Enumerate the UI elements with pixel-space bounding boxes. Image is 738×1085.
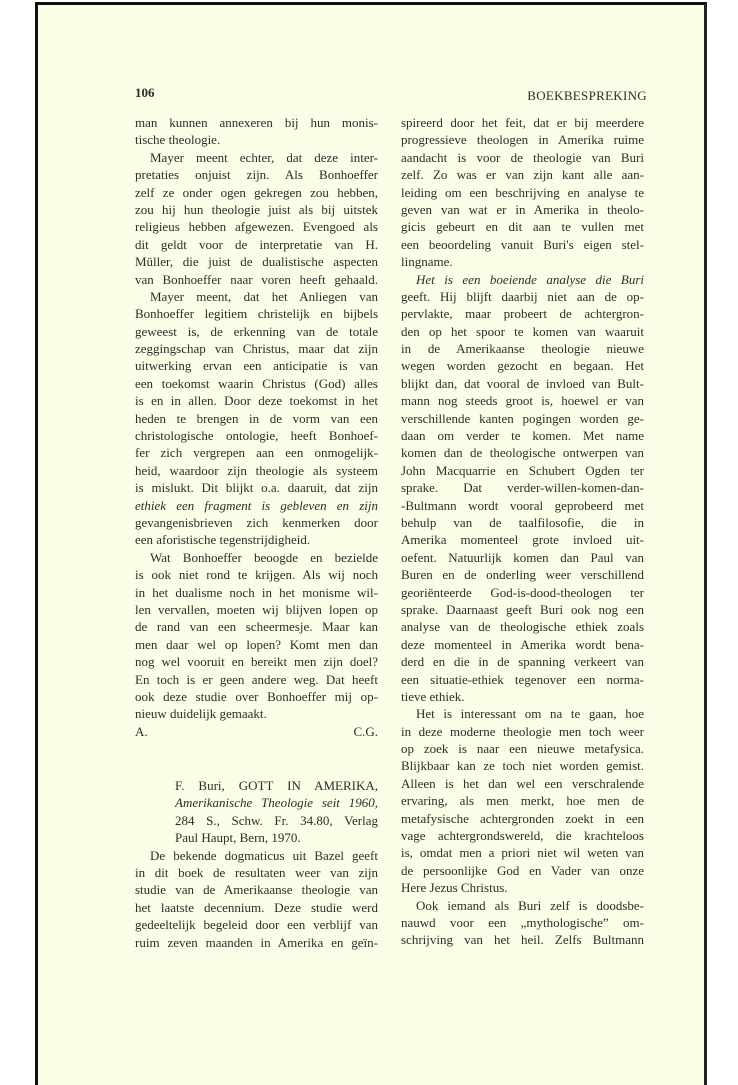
book-reference	[135, 777, 378, 847]
text-line: gedeeltelijk begeleid door een verblijf van	[135, 917, 378, 933]
text-line: christologische ontologie, heeft Bonhoef-	[135, 428, 378, 444]
text-line: Müller, die juist de dualistische aspecten	[135, 254, 378, 270]
left-column-body	[135, 114, 378, 723]
left-column	[135, 114, 378, 951]
text-line: verschillende kanten pogingen worden ge-	[401, 410, 644, 426]
text-line: gevangenisbrieven zich kenmerken door	[135, 514, 378, 530]
text-line: wegen worden gezocht en begaan. Het	[401, 358, 644, 374]
text-line: Het is interessant om na te gaan, hoe	[416, 706, 644, 722]
text-line: sprake. Dat verder-willen-komen-dan-	[401, 480, 644, 496]
text-line: Here Jezus Christus.	[401, 880, 508, 896]
text-line: Het is een boeiende analyse die Buri	[416, 271, 644, 287]
text-line: lingname.	[401, 254, 453, 270]
text-line: analyse van de theologische ethiek zoals	[401, 619, 644, 635]
text-line: een situatie-ethiek tegenover een norma-	[401, 671, 644, 687]
text-line: men daar wel op lopen? Komt men dan	[135, 636, 378, 652]
text-line: het laatste decennium. Deze studie werd	[135, 899, 378, 915]
review-body	[135, 847, 378, 951]
text-line: is, omdat men a priori niet wil weten van	[401, 845, 644, 861]
text-line: oefent. Natuurlijk komen dan Paul van	[401, 549, 644, 565]
text-line: Amerikanische Theologie seit 1960,	[175, 795, 378, 811]
text-line: behulp van de taalfilosofie, die in	[401, 514, 644, 530]
text-line: metafysische achtergronden zoekt in een	[401, 810, 644, 826]
text-line: daan om verder te komen. Met name	[401, 428, 644, 444]
text-line: een aforistische tegenstrijdigheid.	[135, 532, 311, 548]
text-line: leiding om een beschrijving en analyse te	[401, 184, 644, 200]
text-line: En toch is er geen andere weg. Dat heeft	[135, 671, 378, 687]
page-number: 106	[135, 85, 155, 100]
text-line: is mislukt. Dit blijkt o.a. daaruit, dat zijn	[135, 480, 378, 496]
text-line: zou hij hun theologie juist als bij uitstek	[135, 201, 378, 217]
text-line: heden te brengen in de vorm van een	[135, 410, 378, 426]
text-line: Paul Haupt, Bern, 1970.	[175, 830, 301, 846]
text-line: Bonhoeffer legitiem christelijk en bijbels	[135, 306, 378, 322]
text-line: Mayer meent echter, dat deze inter-	[150, 149, 378, 165]
text-line: geven van wat er in Amerika in theolo-	[401, 201, 644, 217]
text-line: spireerd door het feit, dat er bij meerdere	[401, 115, 644, 130]
text-line: nieuw duidelijk gemaakt.	[135, 706, 267, 722]
text-line: studie van de Amerikaanse theologie van	[135, 882, 378, 898]
text-line: -Bultmann wordt vooral geprobeerd met	[401, 497, 644, 513]
text-line: Mayer meent, dat het Anliegen van	[150, 288, 378, 304]
text-line: pervlakte, maar probeert de achtergron-	[401, 306, 644, 322]
text-line: heid, waardoor zijn theologie als systeem	[135, 462, 378, 478]
text-line: Amerika momenteel grote invloed uit-	[401, 532, 644, 548]
text-line: Wat Bonhoeffer beoogde en bezielde	[150, 549, 378, 565]
text-line: is en in allen. Door deze toekomst in het	[135, 393, 378, 409]
text-line: mann nog steeds groot is, hoewel er van	[401, 393, 644, 409]
text-line: dit geldt voor de interpretatie van H.	[135, 236, 378, 252]
text-line: ook deze studie over Bonhoeffer mij op-	[135, 688, 378, 704]
text-line: vage achtergrondswereld, die krachteloos	[401, 828, 644, 844]
text-line: Blijkbaar kan ze toch niet worden gemist.	[401, 758, 644, 774]
right-column	[401, 114, 644, 949]
text-line: een toekomst waarin Christus (God) alles	[135, 375, 378, 391]
text-line: man kunnen annexeren bij hun monis-	[135, 115, 378, 130]
text-line: in het dualisme noch in het monisme wil-	[135, 584, 378, 600]
text-line: komen dan de theologische ontwerpen van	[401, 445, 644, 461]
text-line: de persoonlijke God en Vader van onze	[401, 862, 644, 878]
text-line: van Bonhoeffer naar voren heeft gehaald.	[135, 271, 378, 287]
text-line: deze momenteel in Amerika wordt bena-	[401, 636, 644, 652]
text-line: John Macquarrie en Schubert Ogden ter	[401, 462, 644, 478]
text-line: nauwd voor een „mythologische” om-	[401, 914, 644, 930]
text-line: in de Amerikaanse theologie nieuwe	[401, 341, 644, 357]
text-line: De bekende dogmaticus uit Bazel geeft	[150, 847, 378, 863]
text-line: progressieve theologen in Amerika ruime	[401, 132, 644, 148]
text-line: schrijving van het heil. Zelfs Bultmann	[401, 932, 644, 948]
text-line: 284 S., Schw. Fr. 34.80, Verlag	[175, 812, 378, 828]
text-line: gicis gebeurt en dit aan te vullen met	[401, 219, 644, 235]
text-line: is ook niet rond te krijgen. Als wij noch	[135, 567, 378, 583]
text-line: pretaties onjuist zijn. Als Bonhoeffer	[135, 167, 378, 183]
text-line: religieus hebben afgewezen. Evengoed als	[135, 219, 378, 235]
running-head: BOEKBESPREKING	[527, 88, 647, 103]
text-line: Ook iemand als Buri zelf is doodsbe-	[416, 897, 644, 913]
signature-place: A.	[135, 723, 148, 739]
text-line: zelf ze onder ogen gekregen zou hebben,	[135, 184, 378, 200]
text-line: ruim zeven maanden in Amerika en geïn-	[135, 934, 378, 950]
signature-initials: C.G.	[353, 723, 378, 739]
text-line: op zoek is naar een nieuwe metafysica.	[401, 741, 644, 757]
text-line: zelf. Zo was er van zijn kant alle aan-	[401, 167, 644, 183]
text-line: in dit boek de resultaten weer van zijn	[135, 865, 378, 881]
text-line: sprake. Daarnaast geeft Buri ook nog een	[401, 601, 644, 617]
text-line: den op het spoor te komen van waaruit	[401, 323, 644, 339]
text-line: aandacht is voor de theologie van Buri	[401, 149, 644, 165]
text-line: Alleen is het dan wel een verschralende	[401, 775, 644, 791]
text-line: tieve ethiek.	[401, 688, 465, 704]
scanned-page	[35, 2, 707, 1085]
text-line: F. Buri, GOTT IN AMERIKA,	[175, 778, 378, 794]
text-line: blijkt dan, dat vooral de invloed van Bult-	[401, 375, 644, 391]
text-line: uitwerking ervan een anticipatie is van	[135, 358, 378, 374]
text-line: tische theologie.	[135, 132, 221, 148]
text-line: fer zich vergrepen aan een onmogelijk-	[135, 445, 378, 461]
text-line: len vervallen, moeten wij blijven lopen op	[135, 601, 378, 617]
text-line: geeft. Hij blijft daarbij niet aan de op-	[401, 288, 644, 304]
right-column-body	[401, 114, 644, 949]
text-line: in deze moderne theologie men toch weer	[401, 723, 644, 739]
text-line: nog wel vooruit en bereikt men zijn doel?	[135, 654, 378, 670]
text-line: zeggingschap van Christus, maar dat zijn	[135, 341, 378, 357]
text-line: derd en die in de spanning verkeert van	[401, 654, 644, 670]
text-line: Buren en de onderling weer verschillend	[401, 567, 644, 583]
text-line: ervaring, als men merkt, hoe men de	[401, 793, 644, 809]
text-line: een beoordeling vanuit Buri's eigen stel-	[401, 236, 644, 252]
text-line: de rand van een scheermesje. Maar kan	[135, 619, 378, 635]
review-signature	[135, 723, 378, 740]
text-line: ethiek een fragment is gebleven en zijn	[135, 497, 378, 513]
text-line: geweest is, de erkenning van de totale	[135, 323, 378, 339]
text-line: georiënteerde God-is-dood-theologen ter	[401, 584, 644, 600]
